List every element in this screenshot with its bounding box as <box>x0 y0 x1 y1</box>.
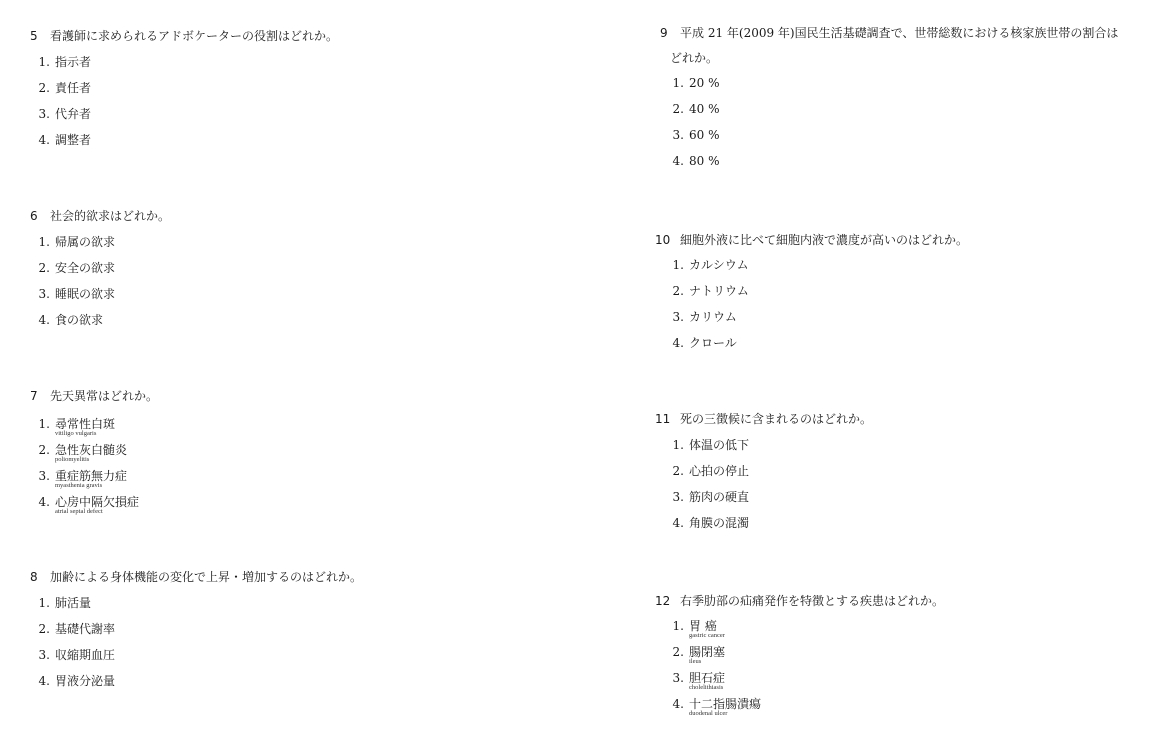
option-english-term: ileus <box>689 658 702 665</box>
option-item[interactable] <box>30 54 338 80</box>
option-text: 角膜の混濁 <box>689 516 750 530</box>
option-number: 2. <box>38 622 50 636</box>
option-text-group <box>55 495 139 515</box>
option-number: 2. <box>672 645 684 659</box>
option-item[interactable] <box>664 335 968 361</box>
option-item[interactable] <box>664 437 872 463</box>
option-text: 60 % <box>689 128 720 142</box>
option-item[interactable] <box>30 621 362 647</box>
option-number: 4. <box>672 697 684 711</box>
option-text: クロール <box>689 336 737 350</box>
option-item[interactable] <box>664 153 1118 179</box>
question-text: 社会的欲求はどれか。 <box>50 209 171 223</box>
option-number: 3. <box>38 287 50 301</box>
option-text-group <box>55 469 127 489</box>
option-number: 3. <box>672 490 684 504</box>
option-text: 心拍の停止 <box>689 464 750 478</box>
option-text: 80 % <box>689 154 720 168</box>
question-12 <box>655 593 944 722</box>
option-number: 4. <box>672 516 684 530</box>
option-number: 2. <box>672 464 684 478</box>
option-number: 1. <box>672 619 684 633</box>
option-item[interactable] <box>30 442 158 468</box>
option-text: 40 % <box>689 102 720 116</box>
question-number: 5 <box>30 29 38 43</box>
option-text: 体温の低下 <box>689 438 750 452</box>
option-text: ナトリウム <box>689 284 749 298</box>
option-number: 3. <box>38 469 50 483</box>
option-text: 安全の欲求 <box>55 261 116 275</box>
option-number: 1. <box>672 258 684 272</box>
option-number: 2. <box>38 443 50 457</box>
option-item[interactable] <box>30 234 170 260</box>
option-number: 1. <box>672 76 684 90</box>
option-text: 胃液分泌量 <box>55 674 116 688</box>
option-item[interactable] <box>30 260 170 286</box>
option-number: 4. <box>672 154 684 168</box>
option-text: 胆石症 <box>689 671 726 685</box>
option-number: 1. <box>38 417 50 431</box>
option-number: 3. <box>38 648 50 662</box>
option-item[interactable] <box>664 309 968 335</box>
option-number: 2. <box>38 261 50 275</box>
option-english-term: cholelithiasis <box>689 684 724 691</box>
option-list <box>664 75 1118 179</box>
question-text-continued: どれか。 <box>670 51 719 65</box>
option-number: 4. <box>672 336 684 350</box>
question-text: 右季肋部の疝痛発作を特徴とする疾患はどれか。 <box>680 594 945 608</box>
option-list <box>30 54 338 158</box>
option-text: 帰属の欲求 <box>55 235 116 249</box>
option-item[interactable] <box>664 127 1118 153</box>
question-number: 6 <box>30 209 38 223</box>
question-number: 7 <box>30 389 38 403</box>
option-text: 腸閉塞 <box>689 645 726 659</box>
question-number: 8 <box>30 570 38 584</box>
option-english-term: vitiligo vulgaris <box>55 430 97 437</box>
option-number: 4. <box>38 313 50 327</box>
option-number: 3. <box>672 310 684 324</box>
option-number: 4. <box>38 495 50 509</box>
option-item[interactable] <box>30 416 158 442</box>
option-list <box>30 595 362 699</box>
option-item[interactable] <box>664 75 1118 101</box>
option-item[interactable] <box>30 595 362 621</box>
option-item[interactable] <box>664 670 944 696</box>
question-number: 11 <box>655 412 671 426</box>
option-item[interactable] <box>30 80 338 106</box>
option-text: 尋常性白斑 <box>55 417 116 431</box>
option-list <box>664 257 968 361</box>
option-item[interactable] <box>664 489 872 515</box>
question-text: 死の三徴候に含まれるのはどれか。 <box>680 412 873 426</box>
option-number: 4. <box>38 133 50 147</box>
option-text: 重症筋無力症 <box>55 469 128 483</box>
question-number: 12 <box>655 594 671 608</box>
option-text-group <box>689 671 725 691</box>
option-text-group <box>55 417 115 437</box>
option-text: 20 % <box>689 76 720 90</box>
question-text: 加齢による身体機能の変化で上昇・増加するのはどれか。 <box>50 570 363 584</box>
question-text: 平成 21 年(2009 年)国民生活基礎調査で、世帯総数における核家族世帯の割合は <box>680 26 1119 40</box>
option-text: 基礎代謝率 <box>55 622 116 636</box>
option-item[interactable] <box>664 618 944 644</box>
option-number: 2. <box>672 102 684 116</box>
option-text: 指示者 <box>55 55 92 69</box>
option-list <box>664 618 944 722</box>
option-list <box>664 437 872 541</box>
option-english-term: atrial septal defect <box>55 508 103 515</box>
option-item[interactable] <box>664 515 872 541</box>
option-item[interactable] <box>664 283 968 309</box>
option-text: 十二指腸潰瘍 <box>689 697 762 711</box>
question-6 <box>30 208 170 338</box>
question-text: 先天異常はどれか。 <box>50 389 159 403</box>
option-item[interactable] <box>30 468 158 494</box>
option-text: 食の欲求 <box>55 313 104 327</box>
question-number: 10 <box>655 233 671 247</box>
option-text: 調整者 <box>55 133 92 147</box>
option-number: 1. <box>38 235 50 249</box>
question-7 <box>30 388 158 520</box>
option-item[interactable] <box>30 286 170 312</box>
question-11 <box>655 411 872 541</box>
option-english-term: gastric cancer <box>689 632 725 639</box>
question-5 <box>30 28 338 158</box>
question-text: 細胞外液に比べて細胞内液で濃度が高いのはどれか。 <box>680 233 969 247</box>
option-text: 肺活量 <box>55 596 92 610</box>
option-text-group <box>689 619 725 639</box>
option-item[interactable] <box>664 696 944 722</box>
option-item[interactable] <box>30 647 362 673</box>
option-number: 1. <box>672 438 684 452</box>
option-text: 収縮期血圧 <box>55 648 116 662</box>
option-english-term: duodenal ulcer <box>689 710 728 717</box>
option-text-group <box>689 697 761 717</box>
option-number: 3. <box>38 107 50 121</box>
option-text: カリウム <box>689 310 737 324</box>
option-item[interactable] <box>30 106 338 132</box>
option-item[interactable] <box>30 312 170 338</box>
question-9 <box>660 25 1118 179</box>
option-text: 筋肉の硬直 <box>689 490 750 504</box>
option-number: 3. <box>672 671 684 685</box>
option-text: 睡眠の欲求 <box>55 287 116 301</box>
option-list <box>30 416 158 520</box>
option-item[interactable] <box>664 463 872 489</box>
option-text-group <box>55 443 127 463</box>
option-item[interactable] <box>664 101 1118 127</box>
option-text: 胃 癌 <box>689 619 717 633</box>
option-list <box>30 234 170 338</box>
question-10 <box>655 232 968 361</box>
option-item[interactable] <box>664 644 944 670</box>
option-text: カルシウム <box>689 258 749 272</box>
option-text: 代弁者 <box>55 107 92 121</box>
option-item[interactable] <box>30 673 362 699</box>
option-text: 責任者 <box>55 81 92 95</box>
option-english-term: poliomyelitis <box>55 456 90 463</box>
option-item[interactable] <box>664 257 968 283</box>
option-number: 3. <box>672 128 684 142</box>
option-text: 心房中隔欠損症 <box>55 495 140 509</box>
question-text: 看護師に求められるアドボケーターの役割はどれか。 <box>50 29 339 43</box>
option-text: 急性灰白髄炎 <box>55 443 128 457</box>
question-8 <box>30 569 362 699</box>
option-number: 1. <box>38 55 50 69</box>
question-number: 9 <box>660 26 668 40</box>
option-english-term: myasthenia gravis <box>55 482 103 489</box>
option-item[interactable] <box>30 132 338 158</box>
option-number: 4. <box>38 674 50 688</box>
option-number: 1. <box>38 596 50 610</box>
option-item[interactable] <box>30 494 158 520</box>
option-text-group <box>689 645 725 665</box>
option-number: 2. <box>38 81 50 95</box>
option-number: 2. <box>672 284 684 298</box>
